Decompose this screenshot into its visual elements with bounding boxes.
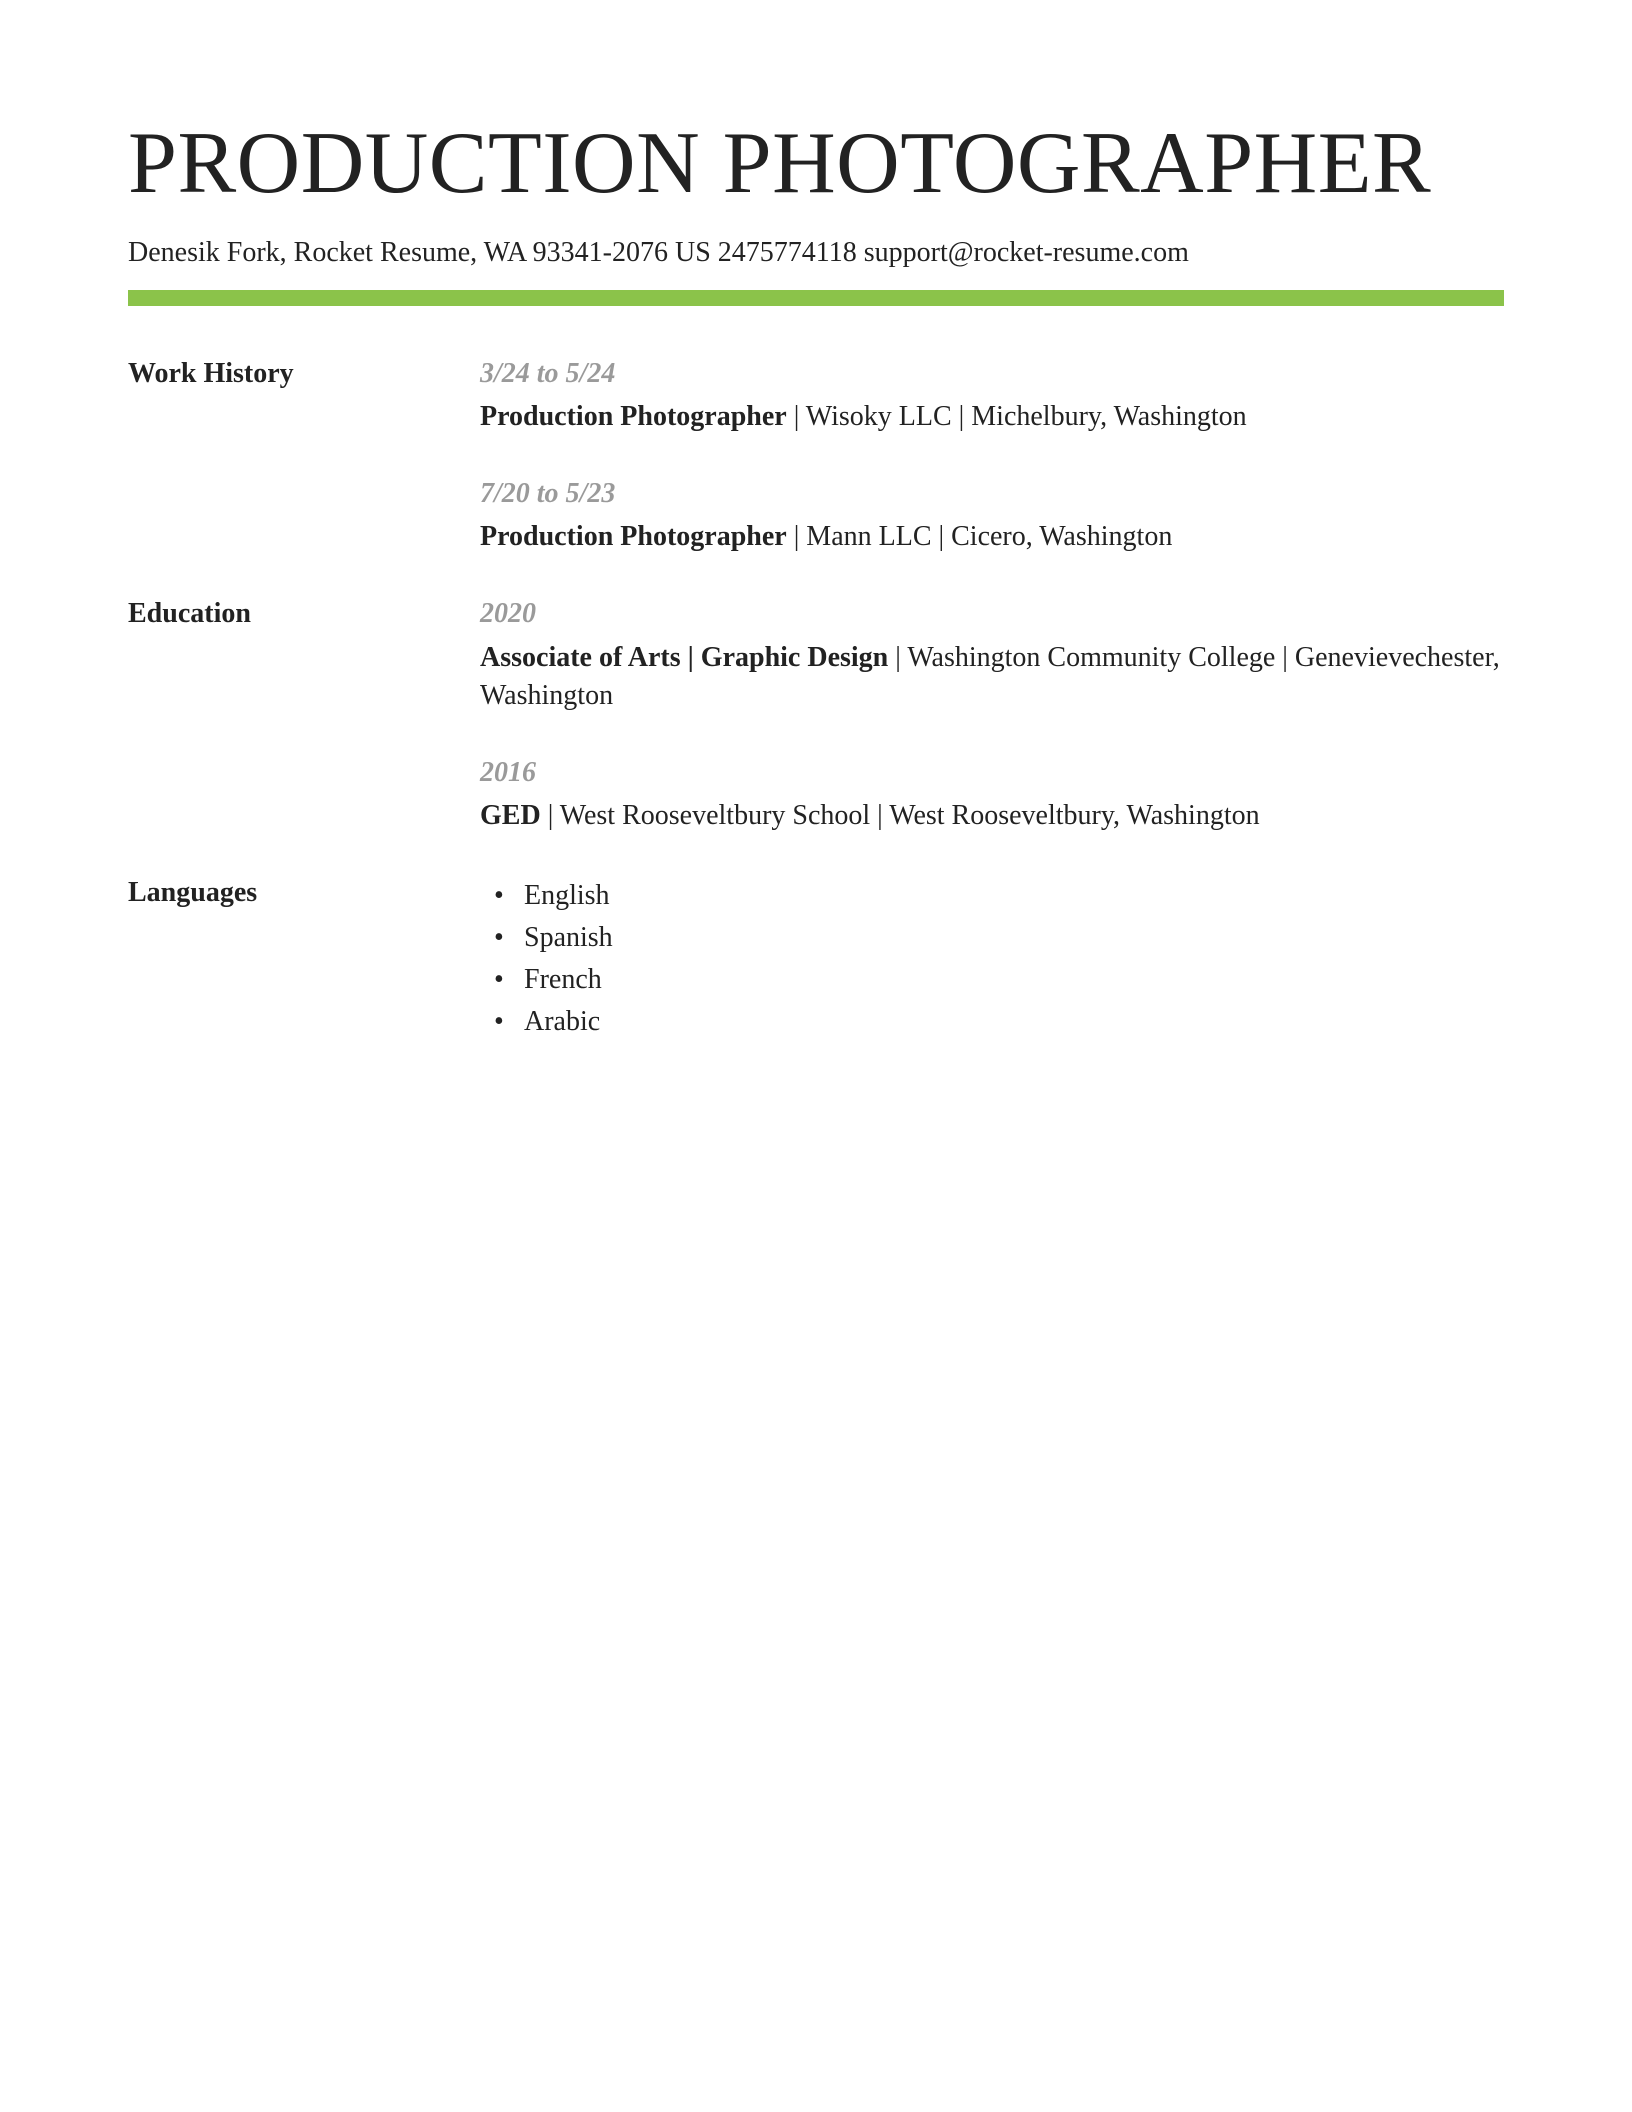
degree-title: Associate of Arts | Graphic Design — [480, 641, 889, 673]
language-label: French — [524, 964, 602, 996]
entry-line — [480, 639, 1504, 715]
bullet-icon: • — [494, 964, 504, 996]
entry-line — [480, 518, 1504, 556]
job-title: Production Photographer — [480, 400, 787, 432]
bullet-icon: • — [494, 1006, 504, 1038]
work-history-entries — [480, 356, 1504, 557]
school-details: | Washington Community College | Genevievechester, Washington — [480, 641, 1500, 711]
list-item — [480, 1001, 1504, 1043]
entry-date: 3/24 to 5/24 — [480, 357, 616, 389]
resume-sections — [128, 356, 1504, 1044]
entry-date: 2020 — [480, 598, 536, 630]
languages-list — [480, 875, 1504, 1043]
language-label: English — [524, 880, 610, 912]
education-heading: Education — [128, 598, 251, 630]
education-entries — [480, 596, 1504, 835]
list-item — [480, 959, 1504, 1001]
language-label: Spanish — [524, 922, 613, 954]
employer-details: | Wisoky LLC | Michelbury, Washington — [786, 400, 1247, 432]
bullet-icon: • — [494, 922, 504, 954]
accent-divider — [128, 290, 1504, 306]
languages-heading: Languages — [128, 877, 258, 909]
school-details: | West Rooseveltbury School | West Rooseveltbury, Washington — [540, 800, 1260, 832]
bullet-icon: • — [494, 880, 504, 912]
languages-section — [128, 875, 1504, 1043]
resume-title: PRODUCTION PHOTOGRAPHER — [128, 115, 1432, 212]
entry-date: 7/20 to 5/23 — [480, 477, 616, 509]
degree-title: GED — [480, 800, 541, 832]
work-history-entry — [480, 356, 1504, 436]
list-item — [480, 917, 1504, 959]
education-section — [128, 596, 1504, 835]
language-label: Arabic — [524, 1006, 601, 1038]
list-item — [480, 875, 1504, 917]
entry-date: 2016 — [480, 756, 536, 788]
contact-line: Denesik Fork, Rocket Resume, WA 93341-2076 US 2475774118 support@rocket-resume.com — [128, 237, 1189, 268]
employer-details: | Mann LLC | Cicero, Washington — [786, 521, 1173, 553]
education-entry — [480, 755, 1504, 835]
work-history-section — [128, 356, 1504, 557]
entry-line — [480, 398, 1504, 436]
work-history-entry — [480, 476, 1504, 556]
languages-entries — [480, 875, 1504, 1043]
entry-line — [480, 797, 1504, 835]
job-title: Production Photographer — [480, 521, 787, 553]
work-history-heading: Work History — [128, 357, 294, 389]
education-entry — [480, 596, 1504, 714]
